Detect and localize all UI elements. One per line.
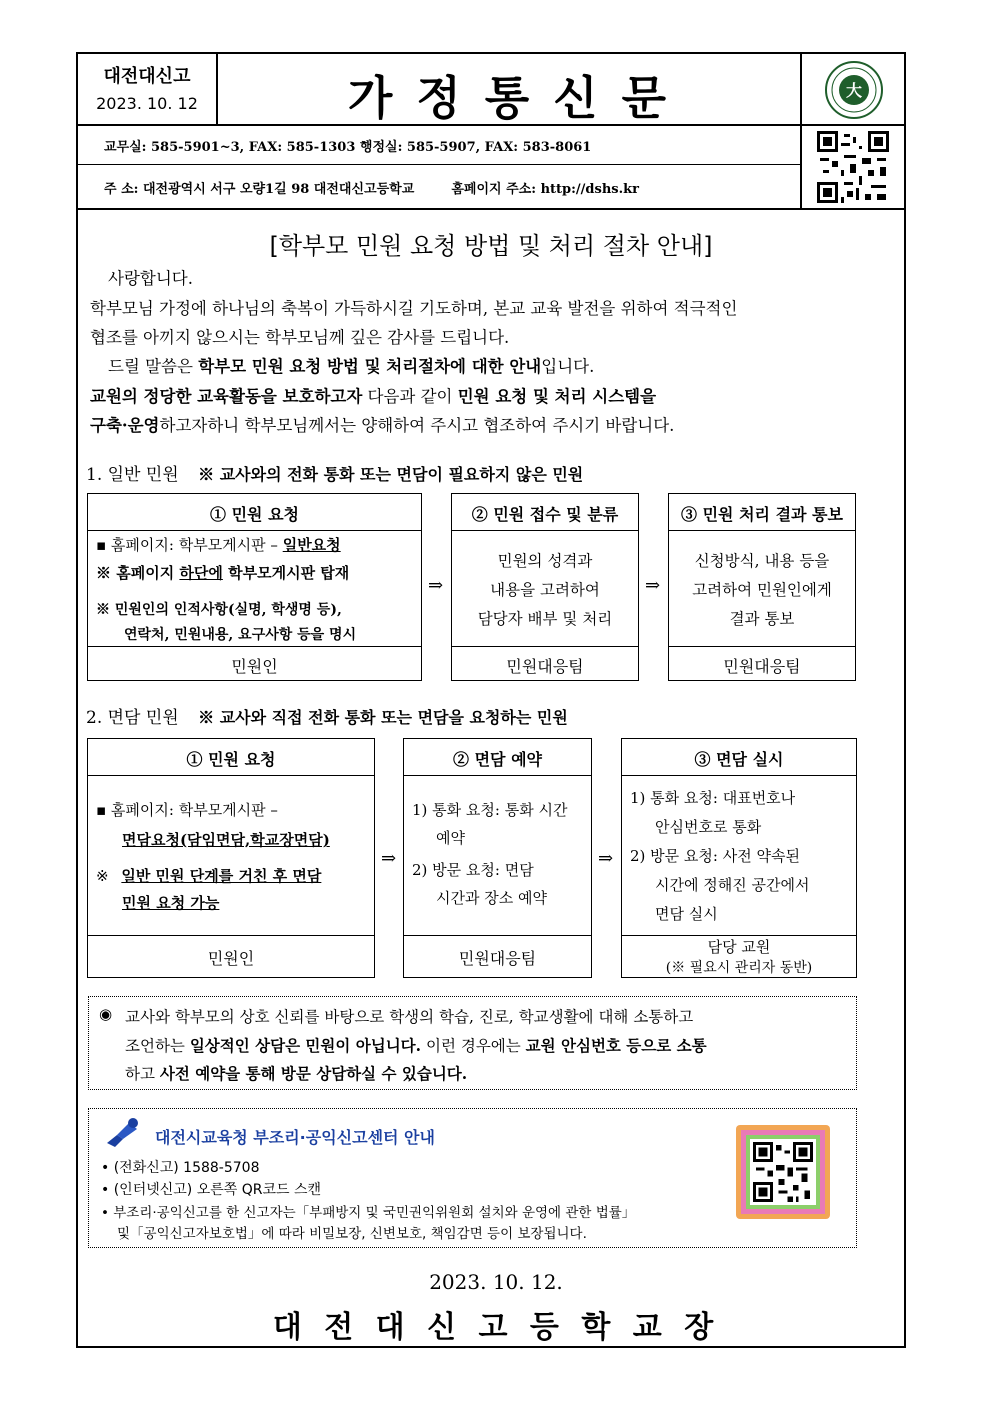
qr-code-icon[interactable] bbox=[814, 128, 892, 206]
step-line: 안심번호로 통화 bbox=[655, 818, 762, 836]
principal-signature: 대 전 대 신 고 등 학 교 장 bbox=[272, 1310, 720, 1345]
report-center-title: 대전시교육청 부조리·공익신고센터 안내 bbox=[155, 1128, 435, 1147]
step-line: ※ 홈페이지 하단에 학부모게시판 탑재 bbox=[96, 564, 350, 582]
notice-bullet-icon: ◉ bbox=[99, 1005, 113, 1023]
notice-line-2: 조언하는 일상적인 상담은 민원이 아닙니다. 이런 경우에는 교원 안심번호 등으로 소통 bbox=[125, 1036, 707, 1055]
step-line: 면담요청(담임면담,학교장면담) bbox=[122, 831, 330, 849]
step-owner: 민원대응팀 bbox=[723, 657, 801, 676]
header-qr-box bbox=[800, 126, 904, 210]
school-short-name: 대전대신고 bbox=[103, 66, 191, 87]
section-2-step-1 bbox=[87, 738, 375, 978]
step-line: ▪ 홈페이지: 학부모게시판 – bbox=[96, 801, 278, 819]
report-line-law-2: 및「공익신고자보호법」에 따라 비밀보장, 신변보호, 책임감면 등이 보장됩니다. bbox=[117, 1226, 587, 1242]
paragraph-3: 교원의 정당한 교육활동을 보호하고자 다음과 같이 민원 요청 및 처리 시스템을 bbox=[90, 387, 657, 406]
contact-numbers: 교무실: 585-5901~3, FAX: 585-1303 행정실: 585-5907, FAX: 583-8061 bbox=[104, 140, 592, 155]
step-title: ③ 민원 처리 결과 통보 bbox=[681, 505, 843, 524]
greeting: 사랑합니다. bbox=[108, 269, 193, 288]
section-2-step-3 bbox=[621, 738, 857, 978]
step-line: 시간과 장소 예약 bbox=[436, 889, 547, 907]
report-qr-frame bbox=[736, 1125, 830, 1219]
hand-phone-icon bbox=[103, 1117, 143, 1149]
step-title: ③ 면담 실시 bbox=[694, 750, 784, 769]
address: 대전광역시 서구 오량1길 98 대전대신고등학교 bbox=[142, 182, 415, 197]
section-2-step-2 bbox=[403, 738, 592, 978]
step-body: 신청방식, 내용 등을 고려하여 민원인에게 결과 통보 bbox=[692, 552, 832, 628]
arrow-icon: ⇒ bbox=[598, 848, 614, 869]
notice-line-1: 교사와 학부모의 상호 신뢰를 바탕으로 학생의 학습, 진로, 학교생활에 대해 소통하고 bbox=[125, 1008, 694, 1026]
school-emblem-icon bbox=[824, 60, 884, 120]
notice-box bbox=[88, 996, 857, 1090]
report-qr-code-icon[interactable] bbox=[753, 1142, 813, 1202]
header-title-box bbox=[218, 54, 800, 126]
header-school-box bbox=[78, 54, 218, 126]
step-line: 면담 실시 bbox=[655, 905, 718, 923]
report-line-internet: • (인터넷신고) 오른쪽 QR코드 스캔 bbox=[101, 1182, 322, 1198]
header-date: 2023. 10. 12 bbox=[96, 94, 198, 113]
arrow-icon: ⇒ bbox=[645, 575, 661, 596]
paragraph-4: 구축·운영하고자하니 학부모님께서는 양해하여 주시고 협조하여 주시기 바랍니다. bbox=[90, 416, 675, 435]
page-title: 가 정 통 신 문 bbox=[347, 71, 671, 125]
step-line: ▪ 홈페이지: 학부모게시판 – 일반요청 bbox=[96, 536, 341, 554]
step-owner: 민원인 bbox=[207, 949, 255, 968]
section-1-step-1 bbox=[87, 493, 422, 681]
address-label: 주 소: bbox=[104, 182, 139, 197]
step-title: ① 민원 요청 bbox=[186, 750, 276, 769]
report-line-law-1: • 부조리·공익신고를 한 신고자는「부패방지 및 국민권익위원회 설치와 운영에 관한 법률」 bbox=[101, 1205, 636, 1221]
step-line: ※ 민원인의 인적사항(실명, 학생명 등), bbox=[96, 602, 342, 618]
paragraph-1-line-1: 학부모님 가정에 하나님의 축복이 가득하시길 기도하며, 본교 교육 발전을 위하여 적극적인 bbox=[90, 299, 738, 318]
report-center-box bbox=[88, 1108, 857, 1248]
step-body: 민원의 성격과 내용을 고려하여 담당자 배부 및 처리 bbox=[477, 552, 613, 628]
paragraph-2: 드릴 말씀은 학부모 민원 요청 방법 및 처리절차에 대한 안내입니다. bbox=[108, 357, 595, 376]
step-owner: 민원인 bbox=[231, 657, 278, 676]
section-1-step-3 bbox=[668, 493, 856, 681]
header-contact-box bbox=[78, 126, 800, 210]
section-1-step-2 bbox=[451, 493, 639, 681]
step-line: 시간에 정해진 공간에서 bbox=[655, 876, 810, 894]
step-owner: 담당 교원 bbox=[707, 938, 771, 956]
notice-heading: [학부모 민원 요청 방법 및 처리 절차 안내] bbox=[269, 232, 713, 260]
svg-text:大: 大 bbox=[845, 81, 863, 100]
section-2-heading: 2. 면담 민원 ※ 교사와 직접 전화 통화 또는 면담을 요청하는 민원 bbox=[86, 708, 568, 728]
step-owner: 민원대응팀 bbox=[458, 949, 537, 968]
section-1-heading: 1. 일반 민원 ※ 교사와의 전화 통화 또는 면담이 필요하지 않은 민원 bbox=[86, 465, 584, 485]
step-title: ② 면담 예약 bbox=[453, 750, 542, 769]
footer-date: 2023. 10. 12. bbox=[429, 1270, 563, 1294]
step-title: ② 민원 접수 및 분류 bbox=[471, 505, 619, 524]
homepage-url[interactable]: http://dshs.kr bbox=[540, 182, 639, 197]
step-line: 연락처, 민원내용, 요구사항 등을 명시 bbox=[124, 627, 357, 643]
step-line: ※ 일반 민원 단계를 거친 후 면담 bbox=[96, 867, 322, 885]
step-line: 1) 통화 요청: 대표번호나 bbox=[630, 789, 796, 807]
step-line: 민원 요청 가능 bbox=[122, 894, 220, 912]
step-line: 예약 bbox=[436, 829, 465, 847]
step-owner-note: (※ 필요시 관리자 동반) bbox=[665, 960, 813, 976]
paragraph-1-line-2: 협조를 아끼지 않으시는 학부모님께 깊은 감사를 드립니다. bbox=[90, 328, 510, 347]
arrow-icon: ⇒ bbox=[428, 575, 444, 596]
homepage-label: 홈페이지 주소: bbox=[451, 182, 537, 197]
header-logo-box bbox=[800, 54, 904, 126]
step-owner: 민원대응팀 bbox=[506, 657, 584, 676]
arrow-icon: ⇒ bbox=[381, 848, 397, 869]
step-line: 2) 방문 요청: 면담 bbox=[412, 861, 534, 879]
step-line: 1) 통화 요청: 통화 시간 bbox=[412, 801, 568, 819]
step-title: ① 민원 요청 bbox=[210, 505, 299, 524]
notice-line-3: 하고 사전 예약을 통해 방문 상담하실 수 있습니다. bbox=[125, 1064, 468, 1083]
step-line: 2) 방문 요청: 사전 약속된 bbox=[630, 847, 800, 865]
report-line-phone: • (전화신고) 1588-5708 bbox=[101, 1160, 260, 1176]
